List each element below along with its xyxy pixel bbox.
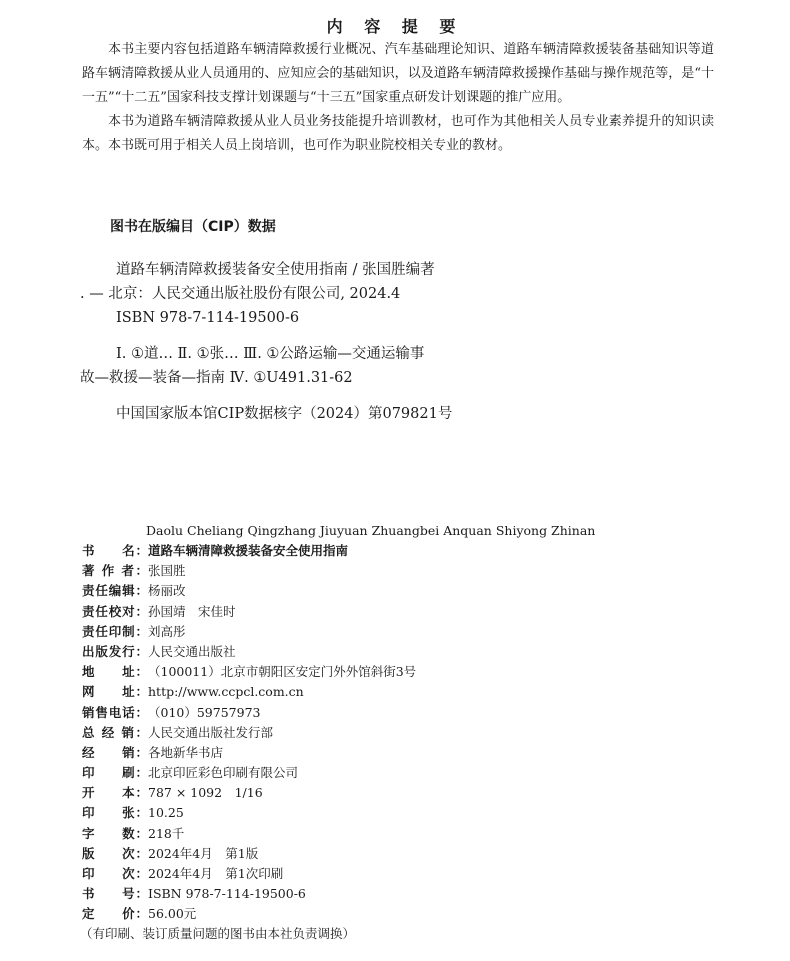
detail-label: 网 址：	[82, 684, 148, 700]
detail-value: 道路车辆清障救援装备安全使用指南	[148, 543, 349, 558]
detail-value: 56.00元	[148, 906, 197, 922]
detail-row	[82, 561, 722, 581]
detail-value: 人民交通出版社	[148, 643, 236, 659]
detail-row	[82, 803, 722, 823]
detail-row	[82, 541, 722, 561]
detail-label: 印 刷：	[82, 765, 148, 781]
detail-label: 印 次：	[82, 866, 148, 881]
detail-value: 张国胜	[148, 563, 186, 579]
detail-label: 责任印制：	[82, 623, 148, 639]
detail-row	[82, 622, 722, 642]
detail-label: 著 作 者：	[82, 563, 148, 579]
summary-paragraph: 本书为道路车辆清障救援从业人员业务技能提升培训教材，也可作为其他相关人员专业素养提升的知识读本。本书既可用于相关人员上岗培训，也可作为职业院校相关专业的教材。	[82, 114, 714, 153]
detail-value: 刘高彤	[148, 623, 186, 639]
detail-row	[82, 662, 722, 682]
detail-value: 人民交通出版社发行部	[148, 724, 274, 740]
summary-text	[82, 38, 714, 158]
detail-value: 2024年4月 第1版	[148, 845, 259, 861]
cip-title-line: 道路车辆清障救援装备安全使用指南 / 张国胜编著	[116, 262, 435, 278]
pinyin-title: Daolu Cheliang Qingzhang Jiuyuan Zhuangbei Anquan Shiyong Zhinan	[146, 523, 596, 538]
cip-publisher-line: . — 北京：人民交通出版社股份有限公司, 2024.4	[80, 286, 401, 302]
detail-row	[82, 703, 722, 723]
detail-value: 787 × 1092 1/16	[148, 785, 263, 801]
cip-isbn-line: ISBN 978-7-114-19500-6	[116, 310, 300, 326]
detail-row	[82, 743, 722, 763]
detail-label: 定 价：	[82, 906, 148, 922]
detail-label: 销售电话：	[82, 704, 148, 720]
detail-value: 2024年4月 第1次印刷	[148, 866, 284, 881]
detail-label: 印 张：	[82, 805, 148, 821]
detail-label: 书 名：	[82, 543, 148, 558]
summary-paragraph: 本书主要内容包括道路车辆清障救援行业概况、汽车基础理论知识、道路车辆清障救援装备基础知识等道路车辆清障救援从业人员通用的、应知应会的基础知识，以及道路车辆清障救援操作基础与操作规范等，是“十一五”“十二五”国家科技支撑计划课题与“十三五”国家重点研发计划课题的推广应用。	[82, 42, 714, 105]
detail-row	[82, 824, 722, 844]
detail-value: 杨丽改	[148, 583, 186, 599]
detail-row	[82, 642, 722, 662]
detail-value: ISBN 978-7-114-19500-6	[148, 886, 306, 902]
detail-row	[82, 723, 722, 743]
detail-value: （100011）北京市朝阳区安定门外外馆斜街3号	[148, 664, 417, 680]
quality-note: （有印刷、装订质量问题的图书由本社负责调换）	[80, 926, 356, 941]
detail-value: （010）59757973	[148, 704, 261, 720]
detail-value: 218千	[148, 825, 185, 841]
detail-row	[82, 763, 722, 783]
detail-label: 责任编辑：	[82, 583, 148, 599]
detail-label: 经 销：	[82, 744, 148, 760]
cip-block	[80, 258, 720, 426]
detail-value: 10.25	[148, 805, 184, 821]
detail-value: http://www.ccpcl.com.cn	[148, 684, 304, 700]
detail-row	[82, 682, 722, 702]
cip-heading: 图书在版编目（CIP）数据	[110, 219, 276, 235]
detail-row	[82, 904, 722, 924]
cip-record-line: 中国国家版本馆CIP数据核字（2024）第079821号	[116, 406, 453, 422]
detail-value: 各地新华书店	[148, 744, 224, 760]
detail-row	[82, 884, 722, 904]
detail-label: 出版发行：	[82, 643, 148, 659]
detail-row	[82, 864, 722, 884]
summary-title: 内 容 提 要	[326, 17, 464, 36]
detail-label: 书 号：	[82, 886, 148, 902]
cip-subject-line: 故—救援—装备—指南 Ⅳ. ①U491.31-62	[80, 370, 353, 386]
cip-subject-line: Ⅰ. ①道… Ⅱ. ①张… Ⅲ. ①公路运输—交通运输事	[116, 346, 425, 362]
detail-row	[82, 602, 722, 622]
detail-row	[82, 581, 722, 601]
detail-label: 字 数：	[82, 825, 148, 841]
detail-label: 开 本：	[82, 785, 148, 801]
detail-value: 北京印匠彩色印刷有限公司	[148, 765, 299, 781]
detail-row	[82, 783, 722, 803]
detail-label: 总 经 销：	[82, 724, 148, 740]
detail-label: 责任校对：	[82, 603, 148, 619]
detail-label: 地 址：	[82, 664, 148, 680]
detail-value: 孙国靖 宋佳时	[148, 603, 236, 619]
detail-row	[82, 844, 722, 864]
publication-details	[82, 541, 722, 925]
detail-label: 版 次：	[82, 845, 148, 861]
